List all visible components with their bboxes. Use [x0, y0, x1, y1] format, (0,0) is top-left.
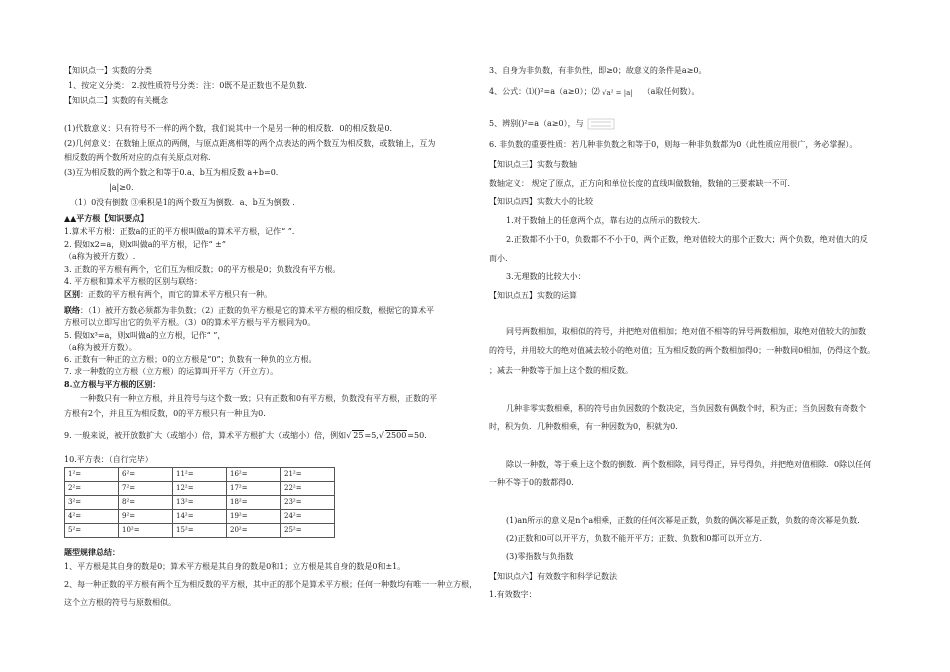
table-cell: 21²= [281, 468, 335, 482]
table-cell: 16²= [227, 468, 281, 482]
svg-text:√a² = |a|: √a² = |a| [602, 89, 633, 97]
table-cell: 9²= [119, 510, 173, 524]
table-cell: 24²= [281, 510, 335, 524]
nonneg-item-3: 3、自身为非负数，有非负性，即≥0；故意义的条件是a≥0。 [489, 66, 707, 75]
sqrt-link-1: 联络：（1）被开方数必须都为非负数；（2）正数的负平方根是它的算术平方根的相反数，根据它的算术平 [64, 305, 435, 315]
kp6-title: 【知识点六】有效数字和科学记数法 [489, 572, 617, 581]
cube-vs-square-2: 方根有2个，并且互为相反数，0的平方根只有一种且为0. [64, 409, 266, 418]
sqrt-item-1: 1.算术平方根：正数a的正的平方根叫做a的算术平方根，记作“ ”． [64, 227, 300, 236]
table-cell: 25²= [281, 524, 335, 538]
table-cell: 13²= [173, 496, 227, 510]
square-table-title: 10.平方表：（自行完毕） [64, 455, 153, 464]
table-cell: 11²= [173, 468, 227, 482]
table-cell: 6²= [119, 468, 173, 482]
concept-sum-zero: (3)互为相反数的两个数之和等于0.a、b互为相反数 a+b=0. [64, 168, 279, 177]
kp1-classification: 1、按定义分类： 2.按性质符号分类：注：0既不是正数也不是负数. [68, 81, 307, 90]
concept-geometric-1: (2)几何意义：在数轴上原点的两侧，与原点距离相等的两个点表达的两个数互为相反数，或数轴上，互为 [64, 139, 436, 148]
square-root-heading: ▲▲平方根【知识要点】 [64, 213, 149, 223]
rules-summary-heading: 题型规律总结： [64, 547, 120, 557]
table-cell: 12²= [173, 482, 227, 496]
table-cell: 7²= [119, 482, 173, 496]
table-cell: 17²= [227, 482, 281, 496]
table-cell: 4²= [65, 510, 119, 524]
kp2-title: 【知识点二】实数的有关概念 [64, 96, 168, 105]
table-cell: 22²= [281, 482, 335, 496]
rule-2a: 2、每一种正数的平方根有两个互为相反数的平方根，其中正的那个是算术平方根；任何一种数均有唯一一种立方根， [64, 580, 478, 589]
sqrt-item-4: 4. 平方根和算术平方根的区别与联络： [64, 277, 203, 286]
compare-3: 3.无理数的比较大小： [506, 272, 586, 281]
sqrt-link-2: 方根可以立即写出它的负平方根。（3）0的算术平方根与平方根同为0。 [64, 318, 316, 327]
kp4-title: 【知识点四】实数大小的比较 [489, 197, 593, 206]
formula-image [602, 87, 640, 97]
table-row [65, 524, 335, 538]
cube-vs-square-1: 一种数只有一种立方根，并且符号与这个数一致；只有正数和0有平方根，负数没有平方根，正数的平 [80, 394, 438, 403]
formula-image-small [586, 118, 616, 130]
sqrt-item-2: 2. 假如x2=a，则x叫做a的平方根，记作“ ±” [64, 240, 226, 249]
power-rule-2: (2)正数和0可以开平方，负数不能开平方；正数、负数和0都可以开立方. [506, 534, 763, 543]
division-rule-a: 除以一种数，等于乘上这个数的倒数．两个数相除，同号得正，异号得负，并把绝对值相除．0除以任何 [506, 460, 872, 469]
multiplication-rule-a: 几种非零实数相乘，积的符号由负因数的个数决定，当负因数有偶数个时，积为正；当负因数有奇数个 [506, 404, 866, 413]
sqrt-item-5: 5. 假如x³=a，则x叫做a的立方根，记作“ ”， [64, 331, 226, 340]
number-line-definition: 数轴定义： 规定了原点，正方向和单位长度的直线叫做数轴，数轴的三要素缺一不可． [489, 179, 796, 188]
addition-rule-b: 的符号，并用较大的绝对值减去较小的绝对值；互为相反数的两个数相加得0；一种数同0相加，仍得这个数。 [489, 346, 876, 355]
sqrt-difference: 区别：正数的平方根有两个，而它的算术平方根只有一种。 [64, 289, 272, 299]
concept-geometric-2: 相反数的两个数所对应的点有关原点对称. [64, 153, 211, 162]
compare-2b: 而小. [489, 254, 508, 263]
table-row [65, 510, 335, 524]
reciprocal-rule: （1）0没有倒数 ③乘积是1的两个数互为倒数．a、b互为倒数 . [70, 198, 295, 207]
nonneg-property-6: 6. 非负数的重要性质：若几种非负数之和等于0，则每一种非负数都为0（此性质应用很广，务必掌握）。 [489, 140, 858, 149]
compare-2a: 2.正数都不小于0，负数都不不小于0，两个正数，绝对值较大的那个正数大；两个负数，绝对值大的反 [506, 235, 868, 244]
table-cell: 19²= [227, 510, 281, 524]
table-cell: 3²= [65, 496, 119, 510]
table-cell: 1²= [65, 468, 119, 482]
rule-1: 1、平方根是其自身的数是0；算术平方根是其自身的数是0和1；立方根是其自身的数是0和±1。 [64, 562, 406, 571]
multiplication-rule-b: 时，积为负．几种数相乘，有一种因数为0，积就为0. [489, 422, 678, 431]
radical-2500: 2500 [385, 431, 407, 440]
sqrt-item-5b: （a称为被开方数）。 [64, 343, 137, 352]
kp5-title: 【知识点五】实数的运算 [489, 291, 577, 300]
table-cell: 14²= [173, 510, 227, 524]
table-cell: 23²= [281, 496, 335, 510]
cube-vs-square-heading: 8.立方根与平方根的区别： [64, 379, 161, 389]
formula-item-4: 4、公式：⑴()²=a（a≥0）；⑵ √a² = |a| （a取任何数）。 [489, 87, 700, 97]
sqrt-item-6: 6. 正数有一种正的立方根；0的立方根是“0”；负数有一种负的立方根。 [64, 355, 317, 364]
power-rule-3: (3)零指数与负指数 [506, 552, 574, 561]
sqrt-item-3: 3. 正数的平方根有两个，它们互为相反数；0的平方根是0；负数没有平方根。 [64, 265, 341, 274]
table-cell: 5²= [65, 524, 119, 538]
power-rule-1: (1)an所示的意义是n个a相乘，正数的任何次幂是正数，负数的偶次幂是正数，负数的奇次幂是负数. [506, 516, 860, 525]
significant-digits: 1.有效数字： [489, 590, 537, 599]
compare-1: 1.对于数轴上的任意两个点，靠右边的点所示的数较大. [506, 216, 701, 225]
concept-algebraic: (1)代数意义：只有符号不一样的两个数，我们说其中一个是另一种的相反数．0的相反数是0. [64, 124, 393, 133]
addition-rule-c: ；减去一种数等于加上这个数的相反数。 [489, 366, 633, 375]
table-cell: 10²= [119, 524, 173, 538]
addition-rule-a: 同号两数相加，取相似的符号，并把绝对值相加；绝对值不相等的异号两数相加，取绝对值较大的加数 [506, 327, 866, 336]
kp1-title: 【知识点一】实数的分类 [64, 66, 152, 75]
table-row [65, 468, 335, 482]
table-cell: 2²= [65, 482, 119, 496]
square-table [64, 467, 335, 538]
table-row [65, 496, 335, 510]
division-rule-b: 一种不等于0的数都得0. [489, 478, 574, 487]
table-cell: 8²= [119, 496, 173, 510]
sqrt-item-7: 7. 求一种数的立方根（立方根）的运算叫开平方（开立方）。 [64, 367, 279, 376]
table-cell: 18²= [227, 496, 281, 510]
kp3-title: 【知识点三】实数与数轴 [489, 160, 577, 169]
distinguish-item-5: 5、辨别()²=a（a≥0），与 [489, 118, 616, 130]
radical-25: 25 [353, 431, 364, 440]
sqrt-item-9: 9. 一般来说，被开放数扩大（或缩小）倍，算术平方根扩大（或缩小）倍，例如√ 25=5,√ 2500=50. [64, 431, 427, 440]
table-cell: 20²= [227, 524, 281, 538]
table-cell: 15²= [173, 524, 227, 538]
sqrt-item-2b: （a称为被开方数）. [64, 252, 136, 261]
abs-value-rule: |a|≥0. [109, 183, 134, 192]
table-row [65, 482, 335, 496]
rule-2b: 这个立方根的符号与原数相似。 [64, 598, 176, 607]
